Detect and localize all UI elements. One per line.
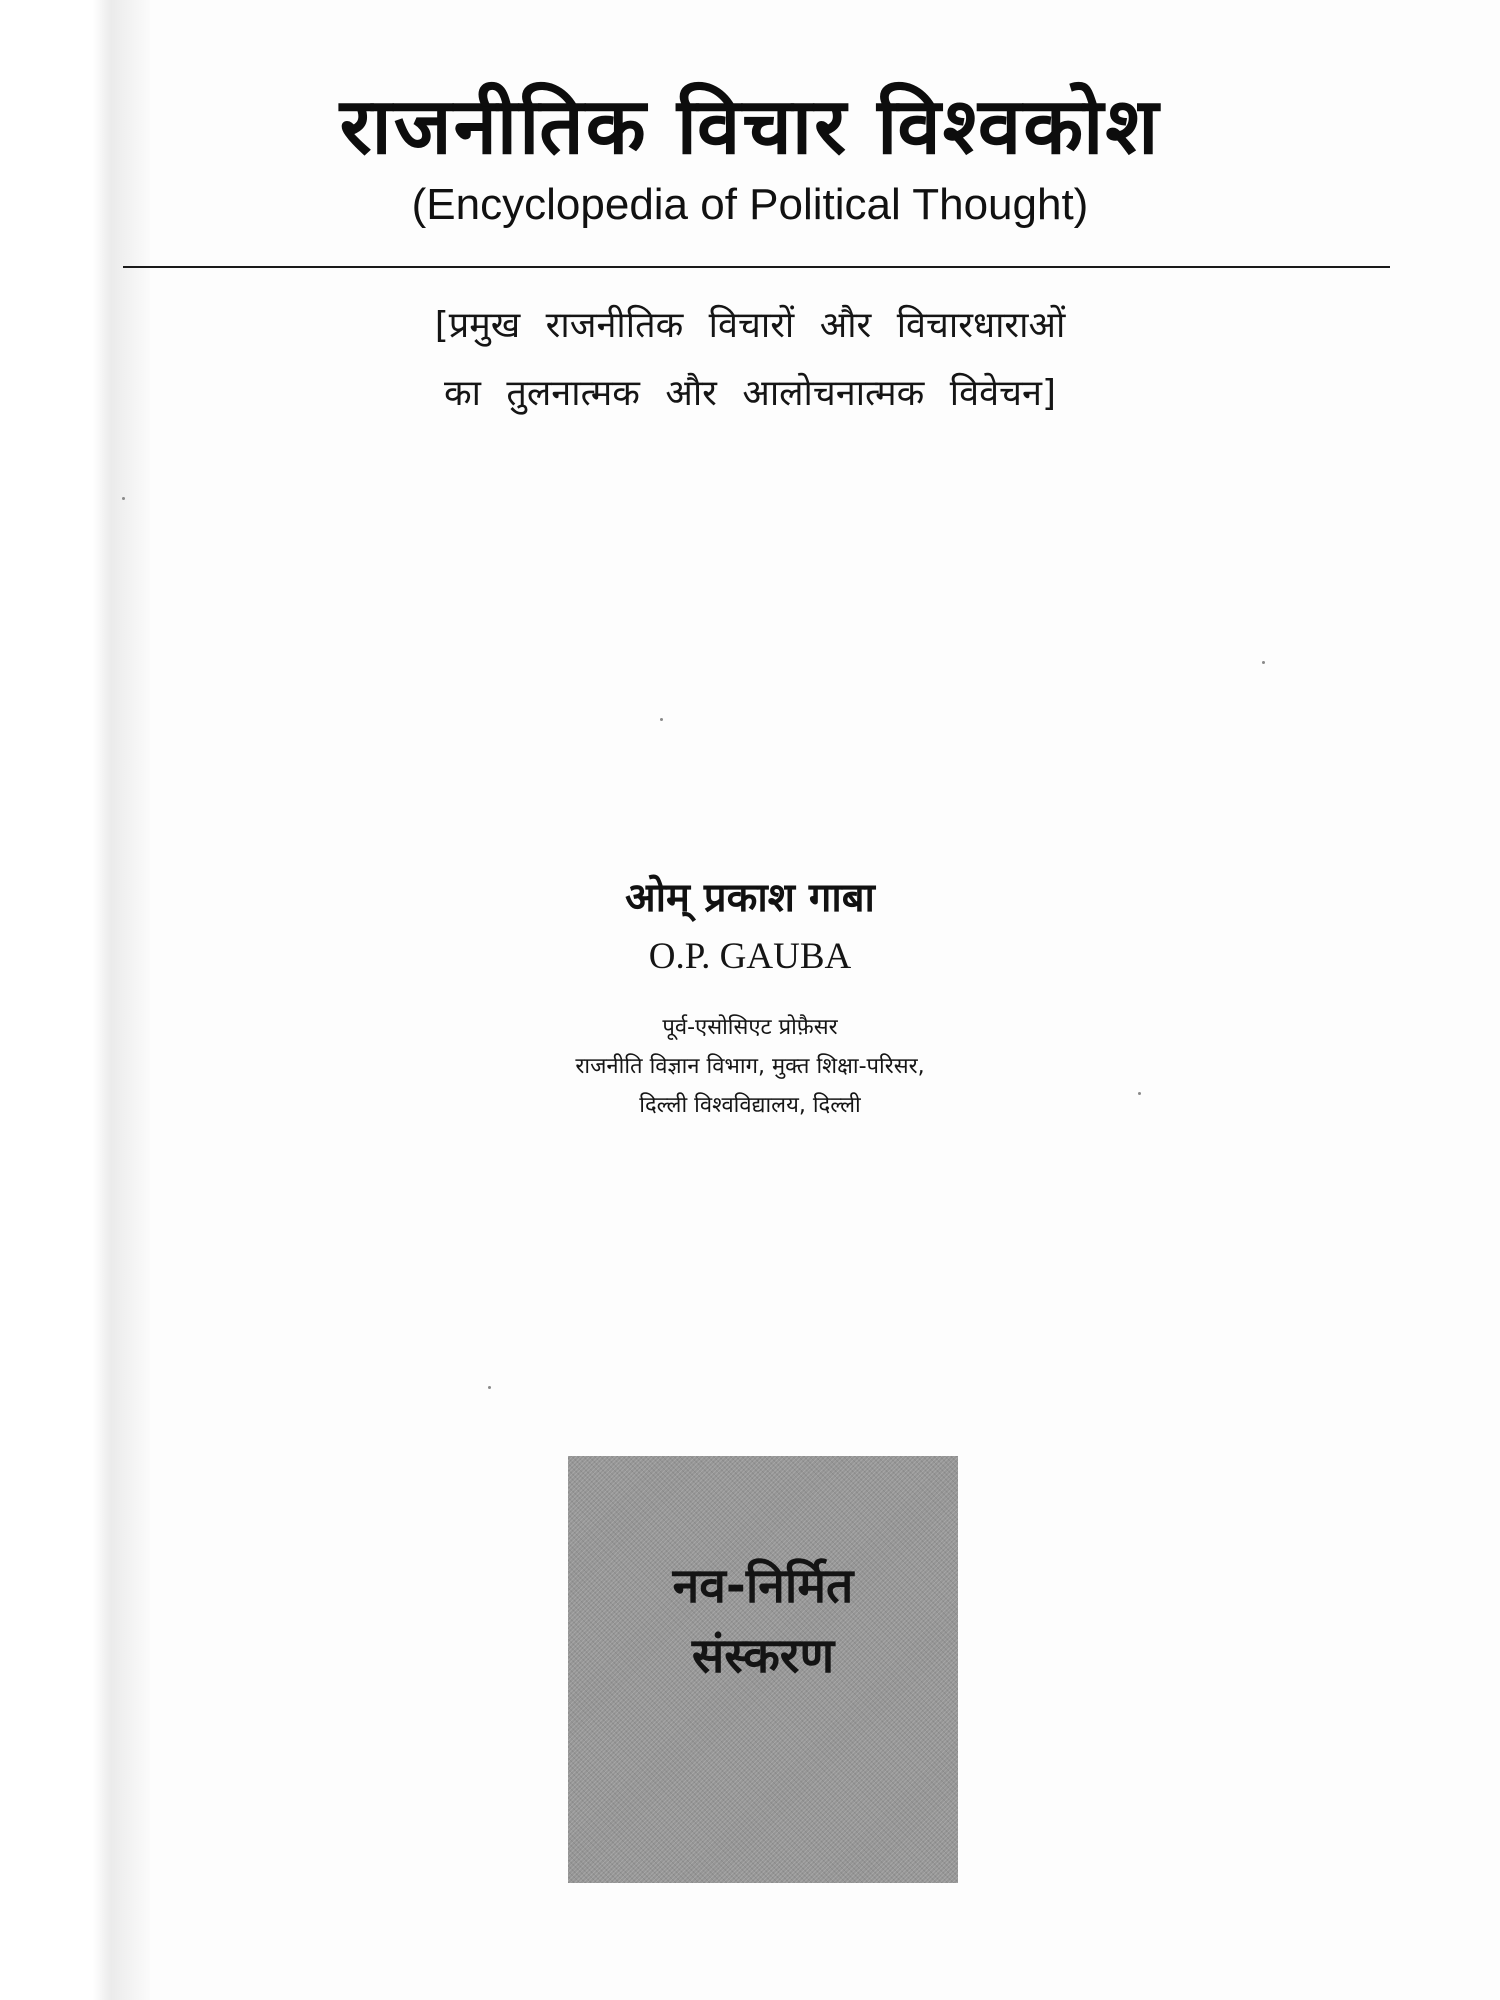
book-subtitle (0, 292, 1500, 428)
edition-badge-line-1: नव-निर्मित (672, 1558, 854, 1614)
author-name-hindi: ओम् प्रकाश गाबा (625, 875, 875, 921)
scan-speck (488, 1386, 491, 1389)
subtitle-line-2: का तुलनात्मक और आलोचनात्मक विवेचन] (443, 373, 1057, 414)
subtitle-line-1: [प्रमुख राजनीतिक विचारों और विचारधाराओं (434, 305, 1066, 346)
affiliation-line-3: दिल्ली विश्वविद्यालय, दिल्ली (639, 1093, 861, 1118)
book-title-hindi: राजनीतिक विचार विश्वकोश (339, 82, 1161, 172)
book-title-english: (Encyclopedia of Political Thought) (411, 180, 1089, 229)
scan-speck (660, 718, 663, 721)
edition-badge (568, 1456, 958, 1883)
edition-badge-line-2: संस्करण (691, 1628, 835, 1684)
scan-speck (1138, 1092, 1141, 1095)
author-affiliation (0, 1008, 1500, 1125)
affiliation-line-1: पूर्व-एसोसिएट प्रोफ़ैसर (662, 1015, 838, 1040)
affiliation-line-2: राजनीति विज्ञान विभाग, मुक्त शिक्षा-परिसर, (575, 1054, 925, 1079)
title-divider (123, 266, 1390, 268)
scan-speck (1262, 661, 1265, 664)
scan-speck (122, 497, 125, 500)
author-name-english: O.P. GAUBA (648, 936, 852, 977)
